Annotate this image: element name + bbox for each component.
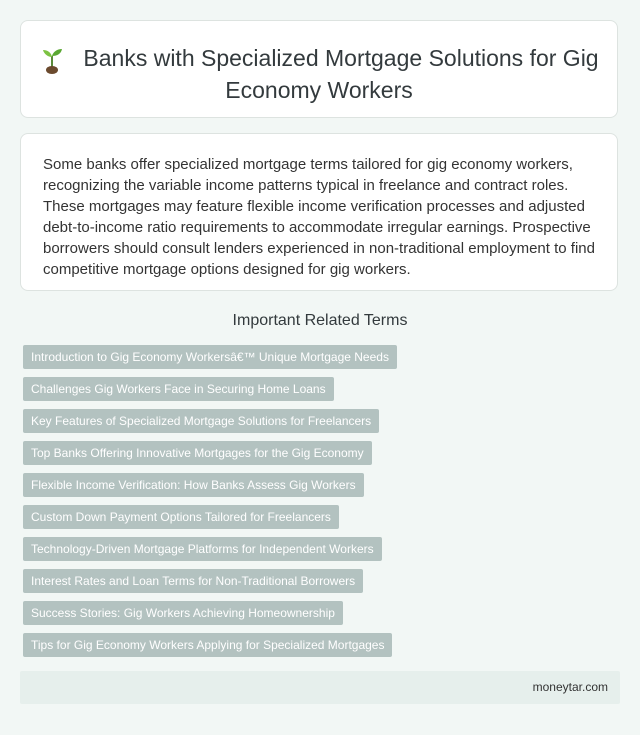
related-term-link[interactable]: Technology-Driven Mortgage Platforms for Independent Workers bbox=[23, 537, 382, 561]
related-term-link[interactable]: Flexible Income Verification: How Banks Assess Gig Workers bbox=[23, 473, 364, 497]
related-term-link[interactable]: Challenges Gig Workers Face in Securing Home Loans bbox=[23, 377, 334, 401]
sprout-icon bbox=[39, 45, 65, 75]
related-term-link[interactable]: Tips for Gig Economy Workers Applying for Specialized Mortgages bbox=[23, 633, 392, 657]
title-card bbox=[20, 20, 618, 118]
article-body: Some banks offer specialized mortgage terms tailored for gig economy workers, recognizing the variable income patterns typical in freelance and contract roles. These mortgages may feature flexible income verification processes and adjusted debt-to-income ratio requirements to accommodate irregular earnings. Prospective borrowers should consult lenders experienced in non-traditional employment to find competitive mortgage options designed for gig workers. bbox=[43, 156, 595, 278]
related-term-link[interactable]: Success Stories: Gig Workers Achieving Homeownership bbox=[23, 601, 343, 625]
title-wrap bbox=[21, 43, 617, 105]
related-term-link[interactable]: Custom Down Payment Options Tailored for Freelancers bbox=[23, 505, 339, 529]
footer bbox=[20, 671, 620, 704]
related-term-link[interactable]: Introduction to Gig Economy Workersâ€™ Unique Mortgage Needs bbox=[23, 345, 397, 369]
page-title: Banks with Specialized Mortgage Solutions for Gig Economy Workers bbox=[83, 45, 599, 103]
related-terms-heading: Important Related Terms bbox=[232, 312, 408, 329]
related-term-link[interactable]: Top Banks Offering Innovative Mortgages for the Gig Economy bbox=[23, 441, 372, 465]
related-terms-list bbox=[23, 345, 613, 665]
article-card bbox=[20, 133, 618, 291]
related-term-link[interactable]: Interest Rates and Loan Terms for Non-Traditional Borrowers bbox=[23, 569, 363, 593]
related-term-link[interactable]: Key Features of Specialized Mortgage Solutions for Freelancers bbox=[23, 409, 379, 433]
footer-site-link[interactable]: moneytar.com bbox=[532, 680, 608, 694]
